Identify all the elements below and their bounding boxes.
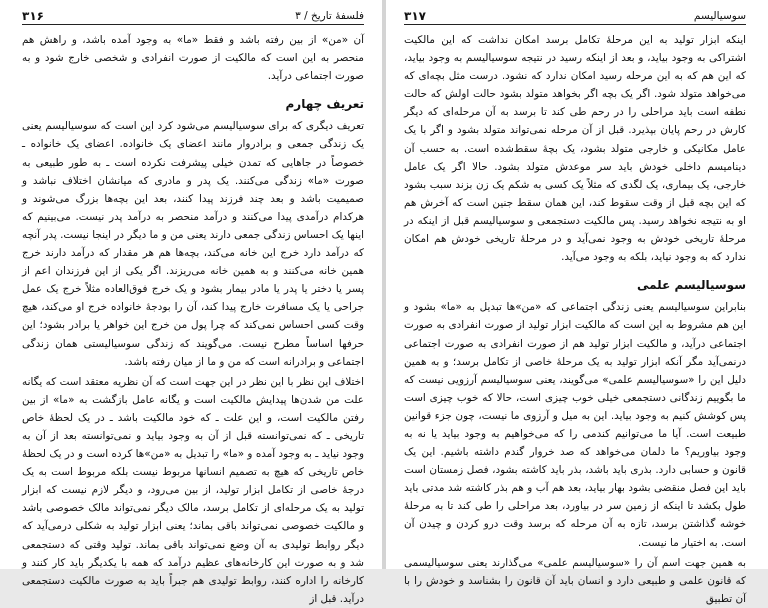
left-section-title: تعریف چهارم: [285, 97, 364, 112]
left-section-paragraph: اختلاف این نظر با این نظر در این جهت است که آن نظریه معتقد است که یگانه علت من شدن‌ها پیدایش مالکیت است و یگانه عامل بازگشت به «ما» از بین رفتن مالکیت است، و این علت ـ که خود مالکیت باشد ـ در یک لحظهٔ خاص تاریخی ـ که نمی‌توانسته قبل از آن به وجود بیاید و نمی‌توانسته بعد از آن به وجود نیاید ـ به وجود آمده و «ما» را تبدیل به «من»ها کرده است و در یک لحظهٔ خاص تاریخی که هیچ به تصمیم انسانها مربوط نیست بلکه مربوط است به یک درجهٔ خاصی از تکامل ابزار تولید، از بین می‌رود، و دیگر لازم نیست که ابزار تولید به یک مرحله‌ای از تکامل برسد، مالک دیگر نمی‌تواند مالک خصوصی باشد و مالکیت خصوصی نمی‌تواند باقی بماند؛ یعنی ابزار تولید به شکلی درمی‌آید که دیگر روابط تولیدی به آن وضع نمی‌تواند باقی بماند. تولید وقتی که دستجمعی شد و به صورت این کارخانه‌های عظیم درآمد که همه با یکدیگر باید کار کنند و کارخانه را اداره کنند، روابط تولیدی هم جبراً باید به صورت مالکیت دستجمعی درآید. قبل از: [22, 375, 364, 605]
left-paragraph: آن «من» از بین رفته باشد و فقط «ما» به وجود آمده باشد، و راهش هم منحصر به این است که مالکیت از صورت انفرادی و شخصی خارج شود و به صورت اجتماعی درآید.: [22, 34, 364, 83]
right-page-body: [404, 31, 746, 608]
right-page-header: [404, 6, 746, 25]
left-page-header: [22, 6, 364, 25]
right-section-title: سوسیالیسم علمی: [636, 278, 746, 293]
left-page-body: [22, 31, 364, 608]
left-running-title: فلسفهٔ تاریخ / ۳: [295, 10, 364, 22]
right-page: [386, 0, 768, 605]
right-section-paragraph: بنابراین سوسیالیسم یعنی زندگی اجتماعی که «من»ها تبدیل به «ما» بشود و این هم مشروط به این است که مالکیت ابزار تولید از صورت انفرادی به صورت اجتماعی درآید، و مالکیت ابزار تولید هم از صورت انفرادی به صورت اجتماعی درنمی‌آید مگر آنکه ابزار تولید به یک مرحلهٔ خاصی از تکامل برسد؛ و به همین دلیل این را «سوسیالیسم علمی» می‌گویند، یعنی سوسیالیسم آرزویی نیست که ما بگوییم زندگانی دستجمعی خیلی خوب چیزی است، حالا که خوب چیزی است پس کوشش کنیم به وجود بیاید. این به میل و آرزوی ما نیست، چون جزء قوانین طبیعت است. آیا ما می‌توانیم کندمی را که می‌خواهیم به وجود بیاید یا نه به وجود بیاوریم؟ ما دلمان می‌خواهد که صد خروار گندم داشته باشیم. این یک قانون و حسابی دارد. بذری باید باشد، بذر باید کاشته بشود، فصل زمستان است باید این فصل منقضی بشود بهار بیاید، بعد هم آب و هم بذر کاشته شد مدتی باید طول بکشد تا اینکه از زمین سر در بیاورد، بعد مراحلی را طی کند تا به مرحلهٔ خوشه گذاشتن برسد، تازه به آن مرحله که برسد وقت درو کردن و چیدن آن است. به اختیار ما نیست.: [404, 301, 746, 549]
right-page-number: ۳۱۷: [404, 9, 426, 23]
right-running-title: سوسیالیسم: [693, 10, 746, 22]
right-section-paragraph: به همین جهت اسم آن را «سوسیالیسم علمی» می‌گذارند یعنی سوسیالیسمی که قانون علمی و طبیعی دارد و انسان باید آن قانون را بشناسد و خودش را با آن تطبیق: [404, 556, 746, 605]
left-section-paragraph: تعریف دیگری که برای سوسیالیسم می‌شود کرد این است که سوسیالیسم یعنی یک زندگی جمعی و برادروار مانند اعضای یک خانواده. اعضای یک خانواده ـ خصوصاً در جاهایی که تمدن خیلی پیشرفت نکرده است ـ به طور طبیعی به صورت «ما» زندگی می‌کنند. یک پدر و مادری که میانشان اختلاف نباشد و صمیمیت باشد و بعد چند فرزند پیدا کنند، بعد این بچه‌ها بزرگ می‌شوند و هرکدام درآمدی پیدا می‌کنند و درآمد منحصر به درآمد پدر نیست. می‌بینیم که اینها یک احساس زندگی جمعی دارند یعنی من و ما دیگر در اینجا نیست. پدر آنچه که درآمد دارد خرج این خانه می‌کند، بچه‌ها هم هر مقدار که درآمد دارند خرج همین خانه می‌کنند و به همین خانه می‌ریزند. اگر یکی از این فرزندان اعم از پسر یا دختر یا پدر یا مادر بیمار بشود و یک خرج فوق‌العاده مثلاً خرج یک عمل جراحی یا یک مسافرت خارج پیدا کند، آن را بودجهٔ خانواده خرج او می‌کند، هیچ وقت کسی احساس نمی‌کند که چرا پول من خرج این خواهر یا برادر بشود؛ این حرفها اساساً مطرح نیست. می‌گویند که زندگی سوسیالیستی همان زندگی اجتماعی و برادرانه است که من و ما از میان رفته باشد.: [22, 120, 364, 368]
right-paragraph: اینکه ابزار تولید به این مرحلهٔ تکامل برسد امکان نداشت که این مالکیت اشتراکی به وجود بیاید، و بعد از اینکه رسید در نتیجه سوسیالیسم به وجود بیاید، که این هم که به این مرحله رسید امکان ندارد که نشود. درست مثل بچه‌ای که می‌خواهد متولد شود. اگر یک بچه اگر بخواهد متولد بشود حالت اولش که حالت نطفه است باید مراحلی را در رحم طی کند تا برسد به آن مرحله‌ای که دیگر کارش در رحم پایان بپذیرد. قبل از آن مرحله نمی‌تواند متولد بشود و اگر با یک عامل مکانیکی و خارجی متولد بشود، یک بچهٔ سقط‌شده است. به حسب آن دینامیسم داخلی خودش باید سر موعدش متولد بشود. حالا اگر یک عامل خارجی، یک بیماری، یک لگدی که مثلاً یک کسی به شکم یک زن بزند سبب بشود که این بچه قبل از وقت سقوط کند، این همان سقط جنین است که آخرش هم او به نتیجه نخواهد رسید. پس مالکیت دستجمعی و سوسیالیسم قبل از اینکه در مرحلهٔ تاریخی خودش به وجود نمی‌آید و در مرحلهٔ تاریخی خودش هم امکان ندارد که به وجود نیاید، بلکه به وجود می‌آید.: [404, 34, 746, 264]
left-page: [0, 0, 382, 605]
left-page-number: ۳۱۶: [22, 9, 44, 23]
